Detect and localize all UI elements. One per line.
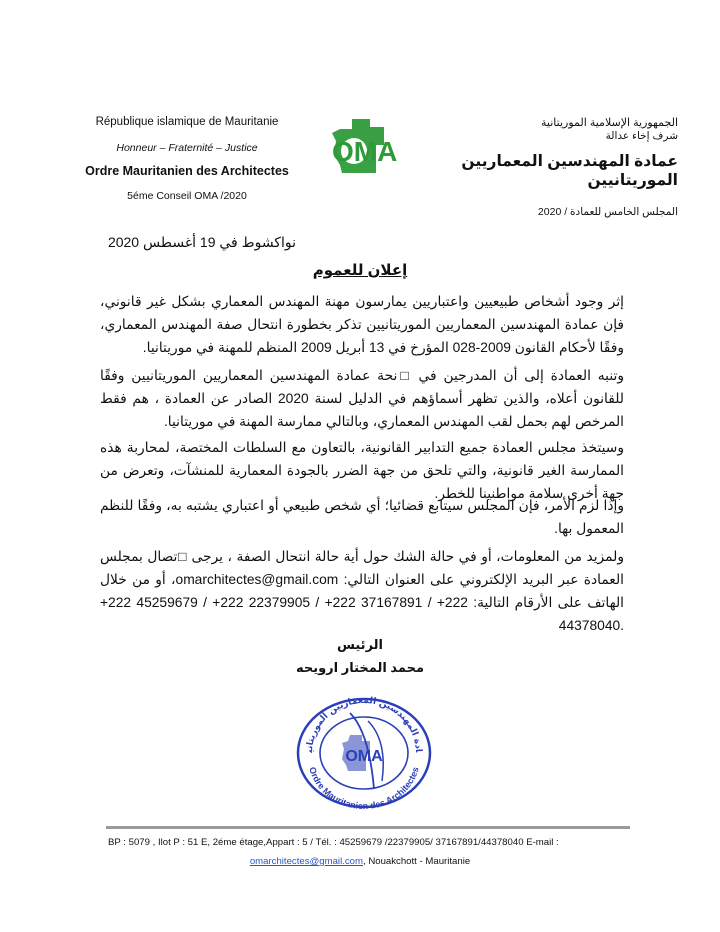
logo-text: OMA (332, 136, 398, 167)
motto-ar: شرف إخاء عدالة (605, 130, 678, 142)
oma-logo (326, 115, 422, 181)
mauritania-map-icon (326, 115, 422, 181)
council-ar: المجلس الخامس للعمادة / 2020 (537, 206, 678, 218)
svg-text:Ordre Mauritanien des Architec: Ordre Mauritanien des Architectes (307, 765, 421, 811)
republic-ar: الجمهورية الإسلامية الموريتانية (541, 117, 678, 129)
header-right-arabic (430, 112, 678, 218)
dateline: نواكشوط في 19 أغسطس 2020 (107, 234, 296, 250)
republic-fr: République islamique de Mauritanie (95, 116, 279, 128)
paragraph-5 (100, 545, 624, 637)
stamp-center-text: OMA (345, 748, 383, 765)
paragraph-3: وسيتخذ مجلس العمادة جميع التدابير القانونية، بالتعاون مع السلطات المختصة، لمحاربة هذه الممارسة الغير قانونية، والتي تلحق من جهة الضرر بالجودة المعمارية للمنشآت، وتعرض من جهة أخرى سلامة مواطنينا للخطر. (100, 440, 624, 501)
footer-location: , Nouakchott - Mauritanie (362, 856, 471, 867)
paragraph-2: وتنبه العمادة إلى أن المدرجين في □نحة عمادة المهندسين المعماريين الموريتانيين وفقًا للقانون أعلاه، والذين تظهر أسماؤهم في الدليل لسنة 2020 الصادر عن العمادة ، هم فقط المرخص لهم بحمل لقب المهندس المعماري، وبالتالي ممارسة المهنة في موريتانيا. (100, 368, 624, 429)
signature-name: محمد المختار ارويحه (295, 660, 425, 675)
official-stamp (290, 693, 438, 811)
motto-fr: Honneur – Fraternité – Justice (116, 142, 258, 154)
paragraph-1: إثر وجود أشخاص طبيعيين واعتباريين يمارسون مهنة المهندس المعماري بشكل غير قانوني، فإن عمادة المهندسين المعماريين الموريتانيين تذكر بخطورة انتحال صفة المهندس المعماري، وفقًا لأحكام القانون 2009-028 المؤرخ في 13 أبريل 2009 المنظم للمهنة في موريتانيا. (100, 294, 624, 355)
order-name-ar: عمادة المهندسين المعماريين الموريتانيين (461, 153, 678, 189)
footer-contact (0, 856, 720, 867)
contact-text: ولمزيد من المعلومات، أو في حالة الشك حول أية حالة انتحال الصفة ، يرجى □تصال بمجلس العمادة عبر البريد الإلكتروني على العنوان التالي: (100, 549, 624, 587)
contact-email[interactable]: omarchitectes@gmail.com (175, 572, 339, 587)
paragraph-4: وإذا لزم الأمر، فإن المجلس سيتابع قضائيا؛ أي شخص طبيعي أو اعتباري يشتبه به، وفقًا للنظم المعمول بها. (100, 498, 624, 536)
header-left-french (72, 112, 302, 202)
stamp-seal-icon (290, 693, 438, 811)
council-fr: 5éme Conseil OMA /2020 (127, 190, 247, 202)
contact-phones: +222 45259679 / +222 22379905 / +222 37167891 / +222 44378040. (100, 595, 624, 633)
order-name-fr: Ordre Mauritanien des Architectes (85, 164, 289, 178)
footer-address: BP : 5079 , Ilot P : 51 E, 2éme étage,Appart : 5 / Tél. : 45259679 /22379905/ 37167891/44378040 E-mail : (108, 837, 559, 848)
signature-title: الرئيس (337, 637, 383, 652)
footer-divider (106, 826, 630, 829)
footer-email-link[interactable]: omarchitectes@gmail.com (249, 856, 363, 867)
notice-title: إعلان للعموم (312, 262, 408, 279)
contact-phone-intro: ، أو من خلال الهاتف على الأرقام التالية: (100, 572, 624, 610)
svg-text:عمادة المهندسين المعماريين الم: ادة المهندسين المعماريين الموريتاني (304, 695, 424, 753)
